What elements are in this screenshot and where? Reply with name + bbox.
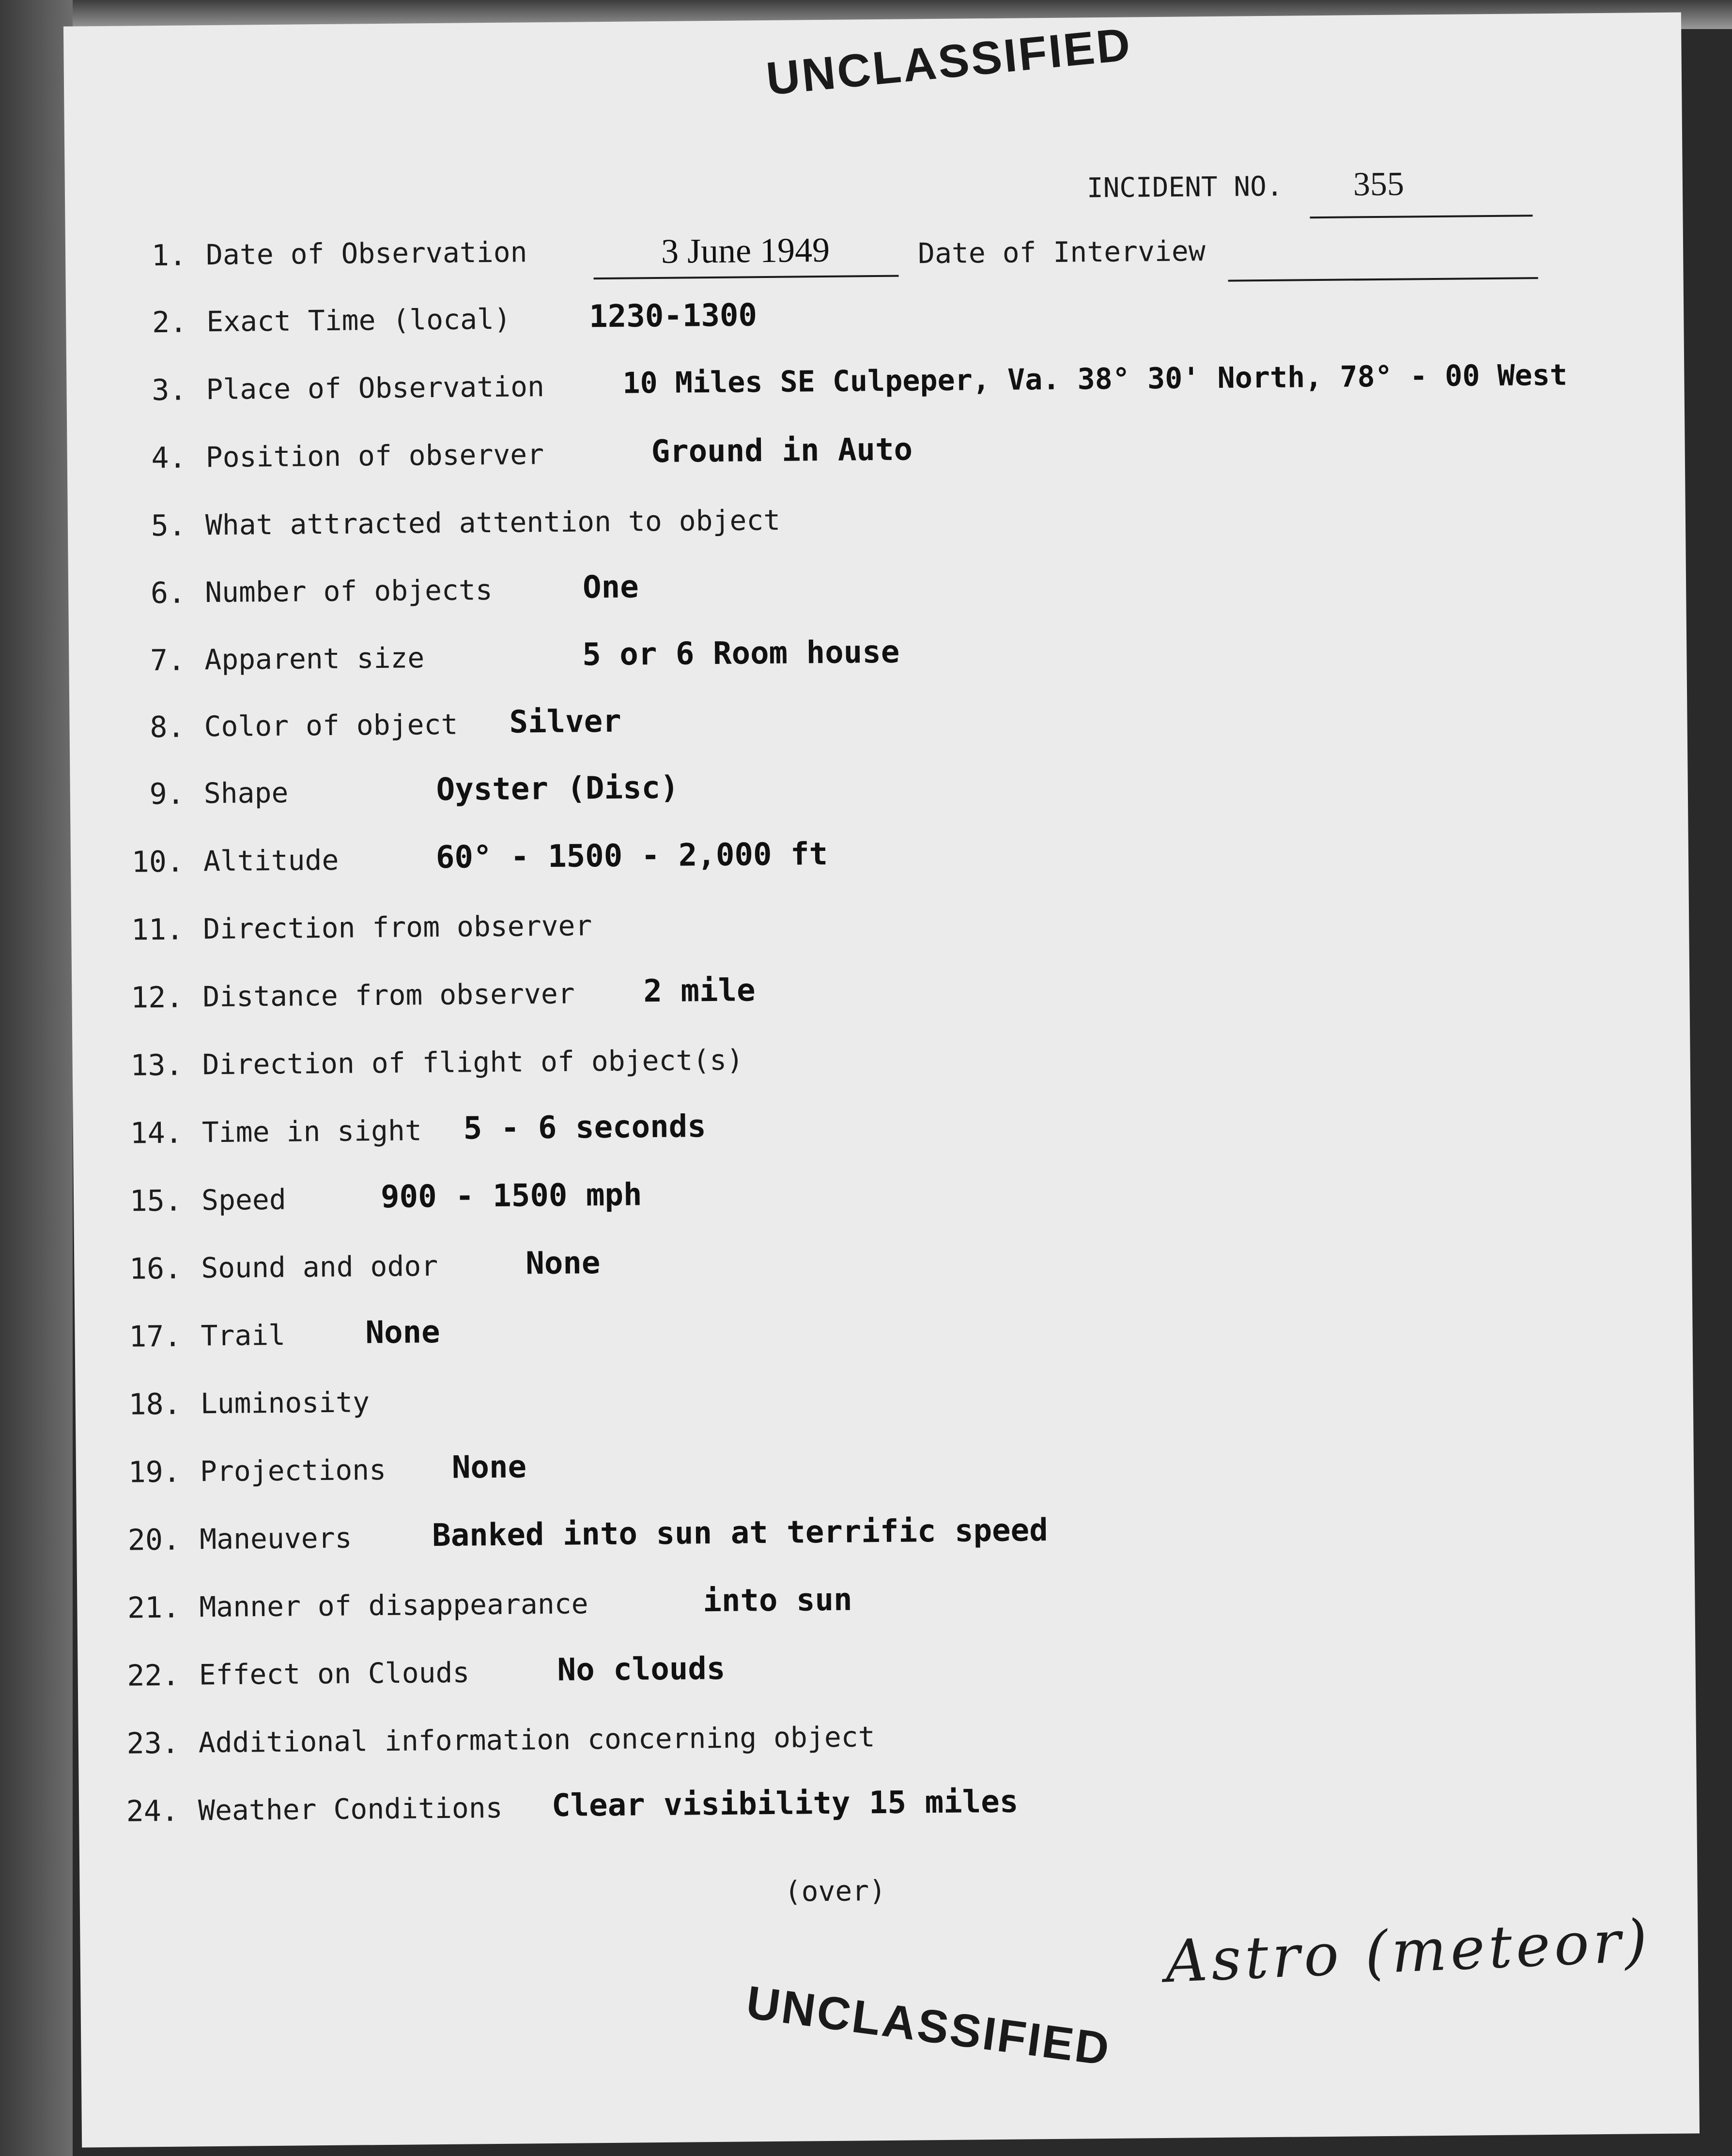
item-value-position-of-observer: Ground in Auto [651,431,913,470]
item-value-weather-conditions: Clear visibility 15 miles [551,1784,1019,1824]
document-page [63,13,1700,2148]
form-row-15 [114,1172,1568,1233]
form-row-8 [117,698,1570,759]
item-value-speed: 900 - 1500 mph [380,1177,642,1216]
form-row-18 [113,1375,1566,1436]
item-value-shape: Oyster (Disc) [436,770,679,808]
item-label-maneuvers: Maneuvers [199,1521,352,1556]
item-value-projections: None [451,1449,527,1486]
form-row-12 [115,969,1569,1030]
item-number: 4. [151,441,187,476]
item-value-manner-of-disappearance: into sun [703,1582,852,1619]
form-row-19 [113,1443,1566,1504]
item-value-time-in-sight: 5 - 6 seconds [463,1109,707,1147]
item-number: 18. [128,1387,182,1422]
form-row-22 [111,1647,1565,1708]
item-label-trail: Trail [201,1318,286,1353]
item-label-apparent-size: Apparent size [204,641,425,677]
item-number: 22. [126,1658,180,1693]
form-row-23 [111,1714,1565,1775]
item-label-distance-from-observer: Distance from observer [202,977,575,1014]
item-label-altitude: Altitude [203,843,339,878]
classification-stamp-top: UNCLASSIFIED [764,18,1134,105]
form-row-2 [119,293,1573,354]
item-number: 14. [130,1116,183,1151]
incident-underline [1310,215,1532,218]
item-number: 1. [151,238,187,273]
item-label-projections: Projections [200,1453,387,1488]
form-row-16 [114,1240,1567,1301]
item-label-weather-conditions: Weather Conditions [198,1791,503,1827]
item-label-number-of-objects: Number of objects [204,573,493,609]
form-row-6 [118,564,1571,625]
item-value-date-of-observation: 3 June 1949 [661,230,830,271]
scan-edge-shadow [0,0,73,2156]
item-number: 19. [128,1455,181,1490]
item-label-date-of-interview: Date of Interview [917,234,1206,270]
over-note: (over) [784,1874,886,1908]
item-value-altitude: 60° - 1500 - 2,000 ft [435,836,828,876]
item-label-effect-on-clouds: Effect on Clouds [199,1656,470,1692]
item-label-additional-information: Additional information concerning object [198,1720,875,1759]
item-label-sound-and-odor: Sound and odor [201,1249,438,1285]
form-row-21 [112,1579,1565,1640]
item-value-sound-and-odor: None [525,1245,601,1282]
item-number: 24. [126,1794,179,1829]
item-value-maneuvers: Banked into sun at terrific speed [432,1512,1048,1554]
item-value-trail: None [365,1314,440,1351]
item-value-distance-from-observer: 2 mile [643,972,756,1010]
form-row-13 [115,1036,1568,1097]
classification-stamp-bottom: UNCLASSIFIED [743,1976,1114,2076]
item-number: 3. [151,373,187,408]
item-number: 2. [152,305,187,340]
incident-label: INCIDENT NO. [1086,170,1283,204]
item-label-direction-from-observer: Direction from observer [202,909,592,946]
item-number: 13. [130,1048,183,1083]
form-row-10 [116,833,1570,894]
item-value-apparent-size: 5 or 6 Room house [582,634,900,673]
handwritten-annotation: Astro (meteor) [1164,1907,1653,1996]
date-interview-underline [1228,277,1538,282]
item-value-color-of-object: Silver [509,703,622,740]
item-number: 17. [128,1319,182,1354]
item-label-date-of-observation: Date of Observation [205,235,527,272]
item-label-time-in-sight: Time in sight [201,1114,422,1149]
item-label-exact-time: Exact Time (local) [206,302,511,339]
form-row-14 [115,1104,1568,1165]
item-value-exact-time: 1230-1300 [588,297,758,335]
item-number: 20. [127,1523,181,1557]
item-number: 8. [150,710,185,745]
item-number: 5. [151,508,186,543]
item-label-position-of-observer: Position of observer [205,438,544,474]
item-number: 16. [129,1251,182,1286]
item-number: 9. [149,777,185,812]
item-value-place-of-observation: 10 Miles SE Culpeper, Va. 38° 30' North, 78° - 00 West [622,358,1568,400]
item-label-direction-of-flight: Direction of flight of object(s) [202,1043,744,1081]
form-row-24 [111,1782,1564,1843]
form-row-17 [113,1308,1567,1369]
incident-number-field [1086,165,1405,204]
date-observation-underline [594,275,899,279]
item-label-luminosity: Luminosity [200,1386,370,1420]
item-label-speed: Speed [201,1183,287,1217]
incident-number: 355 [1353,165,1405,203]
item-number: 23. [126,1726,180,1761]
form-row-5 [118,497,1572,558]
item-value-effect-on-clouds: No clouds [557,1650,726,1688]
item-label-place-of-observation: Place of Observation [206,370,545,406]
item-value-number-of-objects: One [582,569,639,606]
form-row-9 [116,765,1570,826]
item-number: 21. [127,1590,180,1625]
item-number: 15. [129,1184,183,1218]
form-row-4 [118,429,1572,490]
item-label-what-attracted-attention: What attracted attention to object [205,503,781,542]
form-row-11 [116,901,1569,962]
item-number: 6. [150,576,186,611]
item-number: 11. [131,912,184,947]
form-row-3 [119,358,1621,422]
item-label-shape: Shape [203,776,289,810]
form-row-20 [112,1511,1566,1572]
item-number: 12. [130,980,184,1015]
form-row-1 [119,227,1572,288]
item-number: 10. [131,845,185,879]
item-label-manner-of-disappearance: Manner of disappearance [199,1587,588,1624]
form-row-7 [117,631,1571,693]
item-label-color-of-object: Color of object [204,708,458,743]
item-number: 7. [150,643,186,678]
